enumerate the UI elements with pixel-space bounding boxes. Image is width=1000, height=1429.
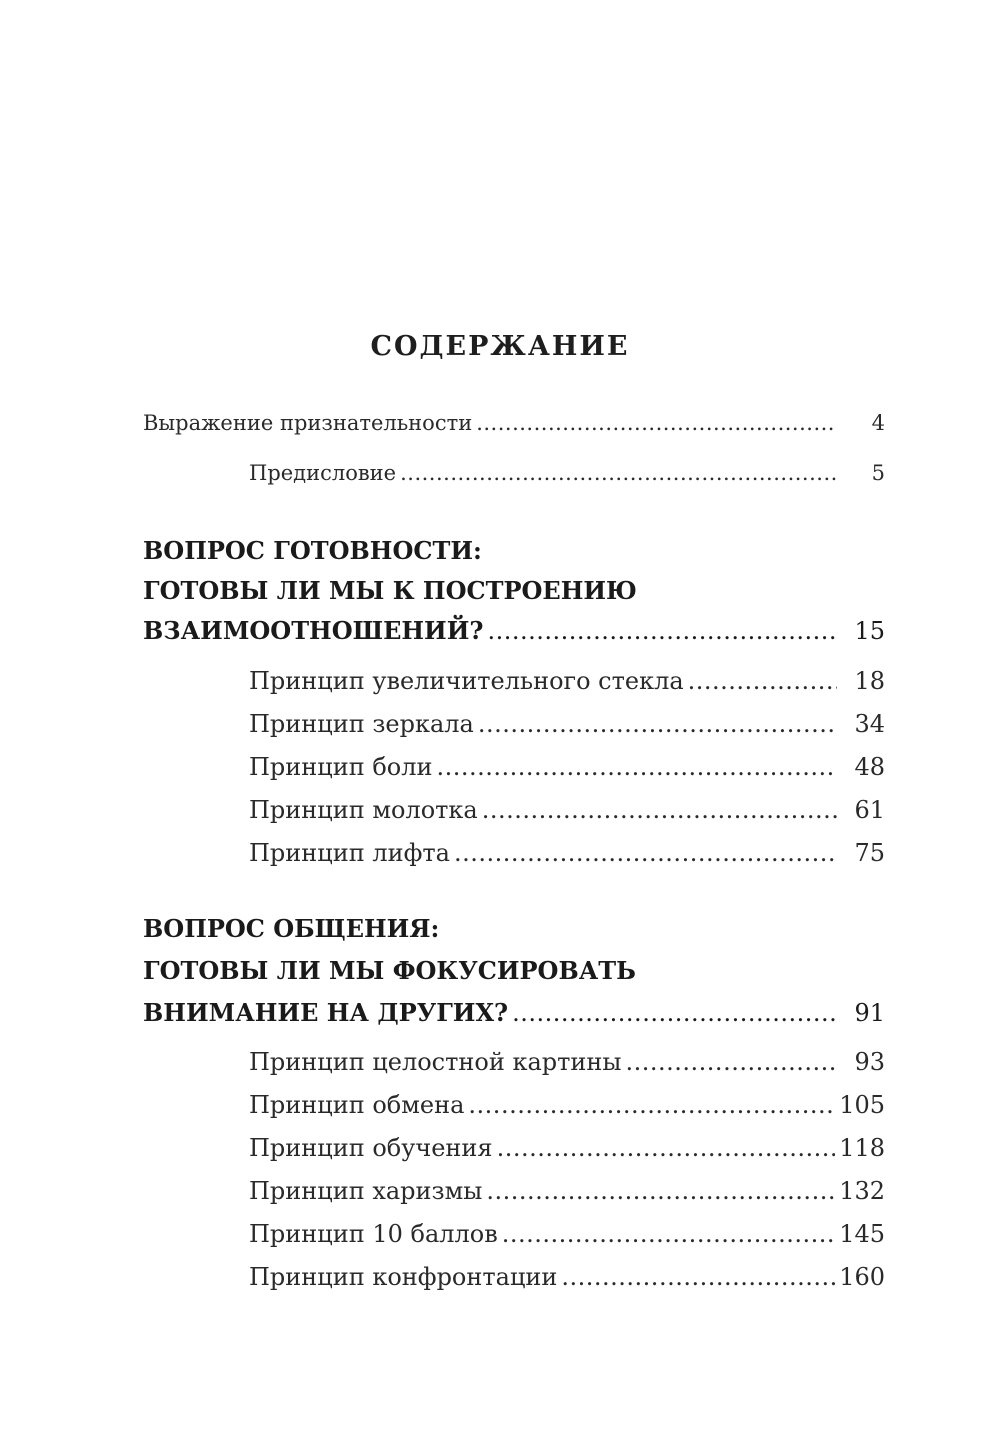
dot-leader <box>561 1260 835 1294</box>
toc-entry-label: Принцип боли <box>249 753 433 781</box>
part-heading-line: ГОТОВЫ ЛИ МЫ К ПОСТРОЕНИЮ <box>143 576 637 605</box>
toc-entry-label: Принцип увеличительного стекла <box>249 667 684 695</box>
toc-entry-chapter[interactable] <box>249 707 885 741</box>
toc-entry-page: 105 <box>839 1091 885 1119</box>
toc-entry-label: Выражение признательности <box>143 411 473 435</box>
toc-entry-page: 132 <box>839 1177 885 1205</box>
toc-entry-page: 18 <box>854 667 885 695</box>
dot-leader <box>482 793 837 827</box>
part-heading-line: ВОПРОС ГОТОВНОСТИ: <box>143 536 482 565</box>
toc-entry-label: Принцип обучения <box>249 1134 493 1162</box>
toc-entry-label: Принцип 10 баллов <box>249 1220 498 1248</box>
toc-entry-chapter[interactable] <box>249 836 885 870</box>
dot-leader <box>502 1217 835 1251</box>
toc-entry-label: Принцип целостной картины <box>249 1048 622 1076</box>
toc-entry-label: Принцип зеркала <box>249 710 474 738</box>
toc-entry-chapter[interactable] <box>249 664 885 698</box>
toc-entry-page: 61 <box>854 796 885 824</box>
dot-leader <box>487 614 837 648</box>
toc-entry-page: 118 <box>839 1134 885 1162</box>
part-heading-line: ГОТОВЫ ЛИ МЫ ФОКУСИРОВАТЬ <box>143 956 636 985</box>
toc-entry-page: 145 <box>839 1220 885 1248</box>
toc-entry-page: 93 <box>854 1048 885 1076</box>
toc-entry-preface[interactable] <box>249 458 885 488</box>
dot-leader <box>486 1174 835 1208</box>
toc-entry-page: 160 <box>839 1263 885 1291</box>
toc-entry-label: Принцип лифта <box>249 839 450 867</box>
toc-entry-acknowledgements[interactable] <box>143 408 885 438</box>
toc-entry-chapter[interactable] <box>249 1174 885 1208</box>
part-heading-line: ВЗАИМООТНОШЕНИЙ? <box>143 616 484 645</box>
toc-entry-page: 5 <box>871 461 885 485</box>
part-heading-line: ВНИМАНИЕ НА ДРУГИХ? <box>143 998 509 1027</box>
dot-leader <box>454 836 837 870</box>
toc-entry-chapter[interactable] <box>249 793 885 827</box>
toc-entry-page: 48 <box>854 753 885 781</box>
toc-entry-chapter[interactable] <box>249 1088 885 1122</box>
toc-entry-page: 75 <box>854 839 885 867</box>
dot-leader <box>497 1131 836 1165</box>
dot-leader <box>476 408 837 438</box>
dot-leader <box>468 1088 835 1122</box>
toc-entry-chapter[interactable] <box>249 1045 885 1079</box>
dot-leader <box>512 996 837 1030</box>
toc-entry-page: 34 <box>854 710 885 738</box>
toc-part-entry[interactable] <box>143 996 885 1030</box>
dot-leader <box>688 664 837 698</box>
toc-entry-label: Принцип молотка <box>249 796 478 824</box>
toc-entry-chapter[interactable] <box>249 1260 885 1294</box>
toc-entry-chapter[interactable] <box>249 1217 885 1251</box>
dot-leader <box>478 707 837 741</box>
toc-entry-page: 15 <box>854 617 885 645</box>
dot-leader <box>626 1045 837 1079</box>
part-heading-line: ВОПРОС ОБЩЕНИЯ: <box>143 914 440 943</box>
toc-entry-page: 91 <box>854 999 885 1027</box>
toc-entry-label: Принцип конфронтации <box>249 1263 558 1291</box>
toc-entry-label: Принцип харизмы <box>249 1177 483 1205</box>
page-title: СОДЕРЖАНИЕ <box>370 331 630 362</box>
dot-leader <box>400 458 837 488</box>
toc-entry-chapter[interactable] <box>249 750 885 784</box>
toc-entry-chapter[interactable] <box>249 1131 885 1165</box>
toc-part-entry[interactable] <box>143 614 885 648</box>
toc-entry-label: Принцип обмена <box>249 1091 465 1119</box>
toc-entry-page: 4 <box>871 411 885 435</box>
dot-leader <box>436 750 837 784</box>
toc-entry-label: Предисловие <box>249 461 397 485</box>
